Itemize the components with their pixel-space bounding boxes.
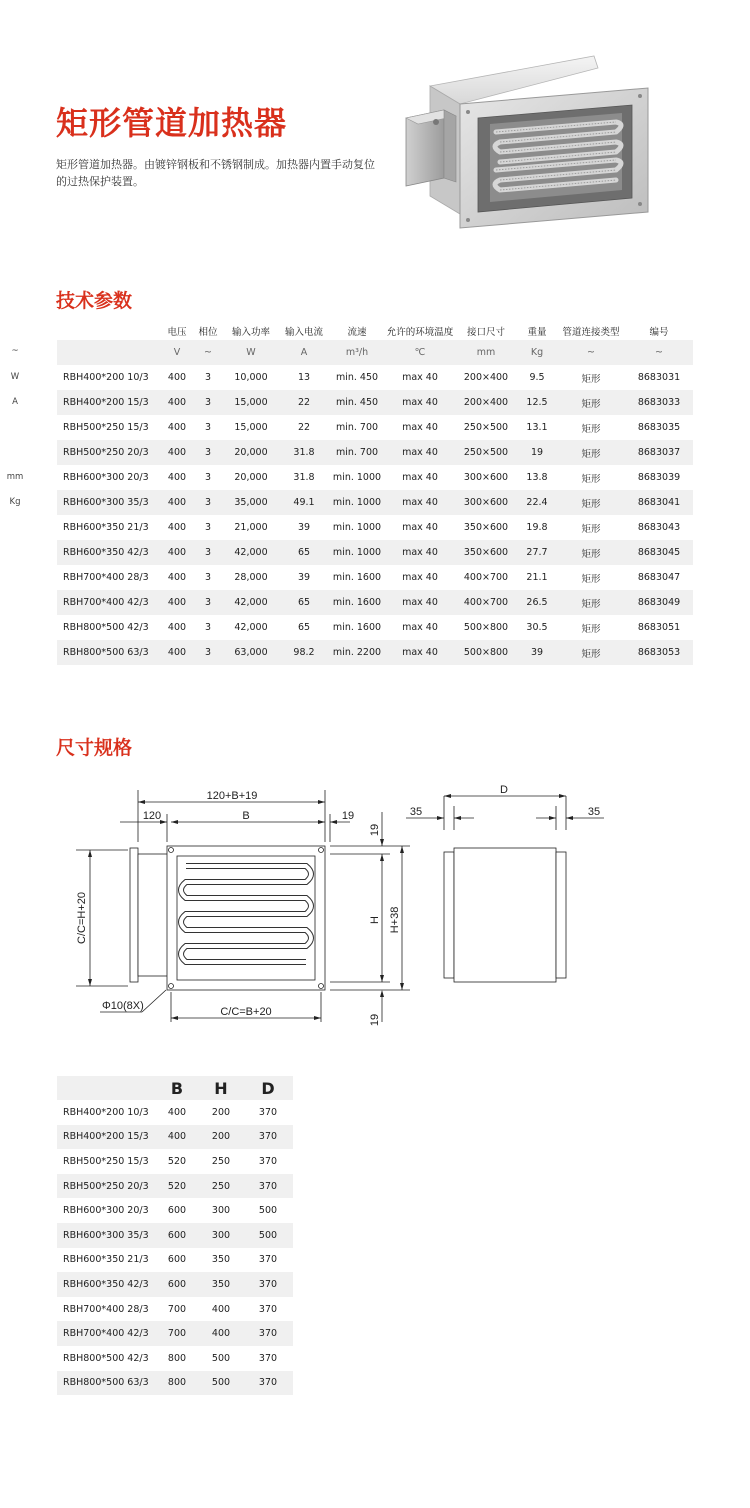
label-outer-height: H+38	[389, 906, 401, 934]
table-cell: 400	[161, 540, 193, 565]
label-flange-right: 35	[587, 806, 601, 818]
table-cell: 350	[211, 1254, 231, 1266]
table-cell: 8683047	[637, 572, 681, 583]
product-description: 矩形管道加热器。由镀锌钢板和不锈钢制成。加热器内置手动复位的过热保护装置。	[56, 158, 375, 188]
table-cell: 3	[193, 540, 223, 565]
dimension-drawing	[60, 782, 620, 1032]
label-overall-width: 120+B+19	[206, 790, 258, 802]
table-cell: 400	[167, 422, 187, 433]
table-cell: 500	[258, 1205, 278, 1217]
side-unit: Kg	[9, 497, 21, 507]
table-cell: 350	[199, 1272, 243, 1297]
model-cell: RBH700*400 28/3	[63, 1303, 149, 1315]
table-cell: 49.1	[279, 490, 329, 515]
table-cell: 13.1	[526, 422, 548, 433]
table-cell: min. 1600	[332, 622, 382, 633]
table-cell: 370	[243, 1125, 293, 1150]
unit-cell: V	[161, 340, 193, 365]
table-cell: 3	[193, 440, 223, 465]
table-cell: min. 1000	[332, 472, 382, 483]
label-right-offset: 19	[341, 810, 355, 822]
dimensions-table	[57, 1076, 293, 1395]
table-row	[57, 640, 693, 665]
table-cell: 8683049	[625, 590, 693, 615]
table-cell: 3	[204, 372, 212, 383]
table-cell: 3	[193, 490, 223, 515]
table-cell: 400	[211, 1303, 231, 1315]
table-cell: 3	[193, 640, 223, 665]
table-cell: 400	[167, 622, 187, 633]
table-cell: 3	[193, 590, 223, 615]
label-top-offset: 19	[369, 823, 381, 837]
table-cell: 31.8	[279, 440, 329, 465]
column-header: 管道连接类型	[562, 327, 620, 338]
table-cell: 3	[204, 522, 212, 533]
table-cell: 矩形	[557, 390, 625, 415]
unit-cell: A	[279, 340, 329, 365]
table-cell: min. 2200	[329, 640, 385, 665]
table-cell: max 40	[385, 640, 455, 665]
table-cell: 600	[167, 1254, 187, 1266]
unit-cell: mm	[455, 340, 517, 365]
table-cell: 8683051	[637, 622, 681, 633]
table-cell: max 40	[385, 440, 455, 465]
label-holes: Φ10(8X)	[102, 1000, 144, 1012]
model-cell: RBH800*500 63/3	[57, 1371, 155, 1396]
table-cell: 400	[161, 490, 193, 515]
table-cell: 28,000	[234, 572, 268, 583]
table-cell: 200×400	[463, 372, 509, 383]
table-cell: 8683053	[625, 640, 693, 665]
table-cell: 39	[517, 640, 557, 665]
side-unit: W	[10, 372, 20, 382]
unit-cell: ~	[193, 340, 223, 365]
table-row	[57, 465, 693, 490]
table-cell: 300	[199, 1223, 243, 1248]
model-cell: RBH400*200 10/3	[63, 1106, 149, 1118]
table-cell: min. 1600	[332, 572, 382, 583]
table-cell: 22	[279, 390, 329, 415]
table-cell: 200×400	[455, 390, 517, 415]
table-cell: 26.5	[517, 590, 557, 615]
specs-section-title: 技术参数	[56, 290, 133, 312]
model-cell: RBH600*350 21/3	[63, 522, 149, 533]
table-cell: 21,000	[234, 522, 268, 533]
model-cell: RBH800*500 42/3	[63, 1352, 149, 1364]
model-cell: RBH800*500 42/3	[63, 622, 149, 633]
table-cell: 65	[279, 540, 329, 565]
table-cell: 65	[297, 622, 311, 633]
column-header: 编号	[649, 327, 669, 338]
table-cell: min. 1000	[329, 490, 385, 515]
table-cell: 65	[279, 590, 329, 615]
table-cell: 400	[161, 440, 193, 465]
column-header: 接口尺寸	[466, 327, 505, 338]
column-header: 重量	[527, 327, 547, 338]
table-cell: 8683035	[637, 422, 681, 433]
table-cell: 矩形	[581, 473, 601, 485]
table-cell: 22	[297, 422, 311, 433]
dimensions-section-title: 尺寸规格	[56, 737, 133, 759]
table-cell: 42,000	[223, 540, 279, 565]
table-cell: 200	[211, 1106, 231, 1118]
table-cell: 8683043	[637, 522, 681, 533]
specs-body	[57, 365, 693, 665]
table-cell: 13	[297, 372, 311, 383]
side-unit: A	[12, 397, 18, 407]
unit-cell: m³/h	[329, 340, 385, 365]
table-cell: 8683031	[637, 372, 681, 383]
table-row	[57, 415, 693, 440]
label-left-offset: 120	[142, 810, 162, 822]
table-cell: 矩形	[557, 440, 625, 465]
table-row	[57, 1174, 293, 1199]
table-cell: 39	[297, 522, 311, 533]
table-cell: 20,000	[234, 472, 268, 483]
table-row	[57, 1248, 293, 1273]
label-inner-width: B	[242, 810, 250, 822]
table-cell: 300×600	[463, 472, 509, 483]
table-cell: 250	[199, 1174, 243, 1199]
column-header	[57, 1076, 155, 1100]
column-header: H	[199, 1076, 243, 1100]
table-cell: 370	[258, 1352, 278, 1364]
table-cell: 300×600	[455, 490, 517, 515]
specs-header-row	[57, 322, 693, 340]
table-cell: 370	[243, 1371, 293, 1396]
table-cell: 500	[211, 1352, 231, 1364]
table-cell: max 40	[402, 422, 438, 433]
label-center-width: C/C=B+20	[220, 1006, 272, 1018]
table-cell: 矩形	[581, 373, 601, 385]
table-cell: 98.2	[279, 640, 329, 665]
model-cell: RBH500*250 20/3	[57, 1174, 155, 1199]
model-cell: RBH500*250 20/3	[57, 440, 161, 465]
table-row	[57, 590, 693, 615]
column-header: 输入功率	[231, 327, 270, 338]
table-row	[57, 1371, 293, 1396]
table-cell: 20,000	[223, 440, 279, 465]
table-cell: 8683033	[625, 390, 693, 415]
table-cell: 800	[155, 1371, 199, 1396]
table-cell: 13.8	[526, 472, 548, 483]
table-cell: 370	[258, 1254, 278, 1266]
table-row	[57, 1297, 293, 1322]
column-header: 电压	[167, 327, 187, 338]
table-cell: 520	[155, 1174, 199, 1199]
table-cell: 250	[211, 1155, 231, 1167]
table-cell: 3	[204, 572, 212, 583]
table-cell: 370	[258, 1106, 278, 1118]
unit-cell: ~	[557, 340, 625, 365]
table-row	[57, 540, 693, 565]
table-cell: 35,000	[223, 490, 279, 515]
dimensions-body	[57, 1100, 293, 1395]
table-cell: 400	[155, 1125, 199, 1150]
table-row	[57, 515, 693, 540]
specs-table	[57, 322, 693, 665]
table-cell: 400×700	[463, 572, 509, 583]
model-cell: RBH600*350 42/3	[57, 1272, 155, 1297]
table-cell: 31.8	[293, 472, 315, 483]
side-unit: ~	[11, 346, 19, 356]
table-cell: 8683041	[625, 490, 693, 515]
table-cell: 350×600	[463, 522, 509, 533]
table-row	[57, 1149, 293, 1174]
table-cell: 矩形	[557, 490, 625, 515]
table-cell: min. 700	[329, 440, 385, 465]
table-cell: 600	[167, 1205, 187, 1217]
table-cell: 8683039	[637, 472, 681, 483]
table-cell: 400	[167, 522, 187, 533]
table-cell: 39	[297, 572, 311, 583]
table-cell: 700	[155, 1321, 199, 1346]
model-cell: RBH600*300 35/3	[57, 490, 161, 515]
label-depth: D	[500, 784, 508, 796]
specs-units-row	[57, 340, 693, 365]
table-cell: 3	[204, 422, 212, 433]
table-cell: 500	[199, 1371, 243, 1396]
table-row	[57, 565, 693, 590]
unit-cell: W	[223, 340, 279, 365]
table-cell: 矩形	[557, 540, 625, 565]
table-cell: 600	[155, 1223, 199, 1248]
column-header: 输入电流	[284, 327, 323, 338]
table-cell: 10,000	[234, 372, 268, 383]
model-cell: RBH800*500 63/3	[57, 640, 161, 665]
table-cell: 矩形	[581, 573, 601, 585]
table-row	[57, 490, 693, 515]
table-cell: max 40	[402, 572, 438, 583]
label-center-height: C/C=H+20	[76, 892, 88, 944]
column-header	[57, 322, 161, 340]
table-cell: max 40	[402, 622, 438, 633]
table-cell: 15,000	[234, 422, 268, 433]
table-cell: max 40	[402, 472, 438, 483]
table-cell: 520	[167, 1155, 187, 1167]
table-cell: 500×800	[455, 640, 517, 665]
model-cell: RBH400*200 10/3	[63, 372, 149, 383]
table-row	[57, 1100, 293, 1125]
table-cell: 19.8	[526, 522, 548, 533]
table-cell: 250×500	[455, 440, 517, 465]
column-header: 流速	[347, 327, 367, 338]
table-cell: min. 1000	[329, 540, 385, 565]
unit-cell: ~	[625, 340, 693, 365]
table-cell: 300	[211, 1205, 231, 1217]
table-cell: max 40	[385, 540, 455, 565]
table-cell: 矩形	[581, 423, 601, 435]
table-cell: 9.5	[529, 372, 545, 383]
dimensions-header-row	[57, 1076, 293, 1100]
page-title: 矩形管道加热器	[56, 104, 288, 142]
table-cell: 400	[167, 1106, 187, 1118]
table-cell: 500	[243, 1223, 293, 1248]
column-header: 相位	[198, 327, 218, 338]
table-cell: 400×700	[455, 590, 517, 615]
table-cell: 600	[155, 1272, 199, 1297]
product-image	[404, 52, 664, 232]
table-cell: 3	[204, 622, 212, 633]
table-row	[57, 1346, 293, 1371]
model-cell: RBH600*300 20/3	[63, 1205, 149, 1217]
table-cell: 矩形	[581, 623, 601, 635]
table-cell: 3	[193, 390, 223, 415]
unit-cell: Kg	[517, 340, 557, 365]
table-cell: 42,000	[223, 590, 279, 615]
table-cell: 370	[258, 1303, 278, 1315]
table-row	[57, 1272, 293, 1297]
table-cell: 矩形	[557, 590, 625, 615]
unit-cell	[57, 340, 161, 365]
label-height: H	[369, 916, 381, 924]
table-cell: 700	[167, 1303, 187, 1315]
label-bottom-offset: 19	[369, 1013, 381, 1027]
table-row	[57, 390, 693, 415]
side-unit: mm	[6, 472, 24, 482]
model-cell: RBH600*350 21/3	[63, 1254, 149, 1266]
table-cell: min. 1000	[332, 522, 382, 533]
table-row	[57, 440, 693, 465]
model-cell: RBH400*200 15/3	[57, 1125, 155, 1150]
table-cell: 370	[243, 1174, 293, 1199]
table-cell: 矩形	[557, 640, 625, 665]
table-row	[57, 1125, 293, 1150]
column-header: D	[243, 1076, 293, 1100]
table-cell: 400	[167, 572, 187, 583]
table-cell: 800	[167, 1352, 187, 1364]
model-cell: RBH400*200 15/3	[57, 390, 161, 415]
table-cell: 200	[199, 1125, 243, 1150]
table-cell: 400	[161, 390, 193, 415]
table-cell: 400	[161, 640, 193, 665]
table-cell: 8683037	[625, 440, 693, 465]
table-cell: max 40	[385, 490, 455, 515]
table-cell: 21.1	[526, 572, 548, 583]
table-cell: max 40	[402, 522, 438, 533]
model-cell: RBH700*400 28/3	[63, 572, 149, 583]
table-cell: 12.5	[517, 390, 557, 415]
table-cell: max 40	[402, 372, 438, 383]
table-cell: min. 1600	[329, 590, 385, 615]
table-cell: 250×500	[463, 422, 509, 433]
table-row	[57, 1198, 293, 1223]
table-cell: min. 700	[335, 422, 379, 433]
table-cell: 27.7	[517, 540, 557, 565]
table-row	[57, 365, 693, 390]
column-header: 允许的环境温度	[386, 327, 454, 338]
table-cell: max 40	[385, 390, 455, 415]
table-cell: 400	[167, 372, 187, 383]
table-cell: 30.5	[526, 622, 548, 633]
model-cell: RBH500*250 15/3	[63, 1155, 149, 1167]
table-cell: 500×800	[463, 622, 509, 633]
model-cell: RBH500*250 15/3	[63, 422, 149, 433]
table-cell: 3	[204, 472, 212, 483]
table-cell: 19	[517, 440, 557, 465]
column-header: B	[155, 1076, 199, 1100]
table-cell: max 40	[385, 590, 455, 615]
table-cell: 400	[161, 590, 193, 615]
table-cell: 370	[243, 1272, 293, 1297]
model-cell: RBH700*400 42/3	[57, 590, 161, 615]
table-cell: 15,000	[223, 390, 279, 415]
table-cell: 42,000	[234, 622, 268, 633]
table-cell: 400	[199, 1321, 243, 1346]
model-cell: RBH700*400 42/3	[57, 1321, 155, 1346]
model-cell: RBH600*350 42/3	[57, 540, 161, 565]
table-row	[57, 615, 693, 640]
table-cell: 370	[258, 1155, 278, 1167]
table-row	[57, 1321, 293, 1346]
model-cell: RBH600*300 35/3	[57, 1223, 155, 1248]
table-cell: 8683045	[625, 540, 693, 565]
table-cell: 63,000	[223, 640, 279, 665]
table-cell: 370	[243, 1321, 293, 1346]
table-cell: min. 450	[335, 372, 379, 383]
label-flange-left: 35	[409, 806, 423, 818]
unit-cell: ℃	[385, 340, 455, 365]
table-cell: min. 450	[329, 390, 385, 415]
table-cell: 350×600	[455, 540, 517, 565]
model-cell: RBH600*300 20/3	[63, 472, 149, 483]
table-cell: 400	[167, 472, 187, 483]
table-cell: 矩形	[581, 523, 601, 535]
table-cell: 22.4	[517, 490, 557, 515]
table-row	[57, 1223, 293, 1248]
